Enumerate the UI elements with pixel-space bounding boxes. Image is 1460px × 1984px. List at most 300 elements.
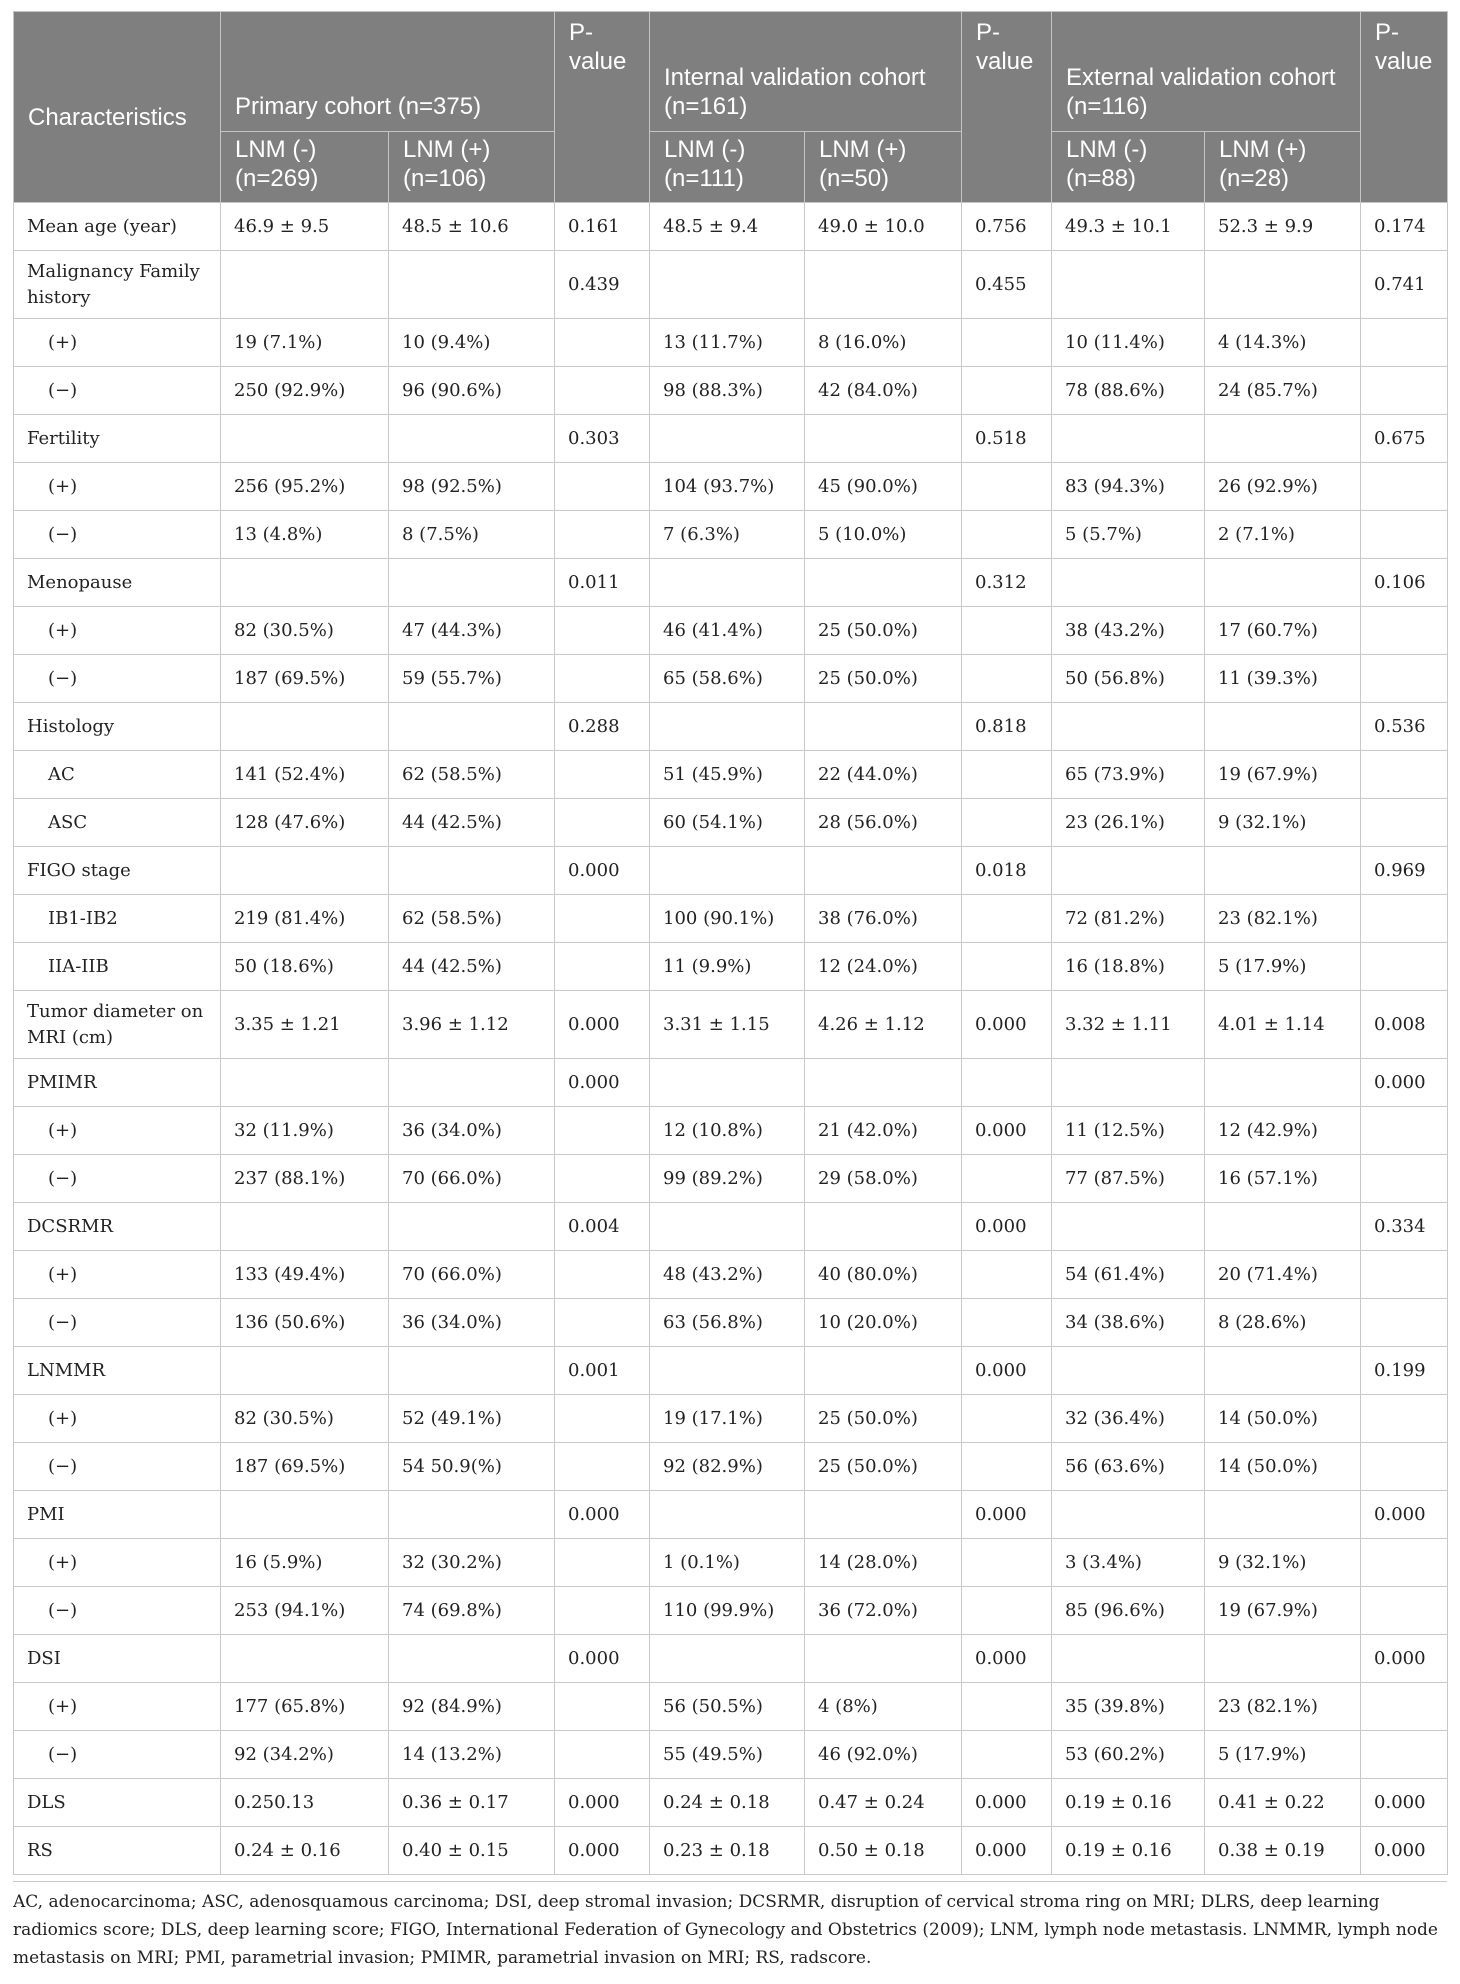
table-cell: 0.50 ± 0.18: [805, 1827, 962, 1875]
table-cell: 0.000: [1361, 1059, 1448, 1107]
table-cell: 11 (9.9%): [650, 943, 805, 991]
table-cell: [555, 799, 650, 847]
table-cell: [389, 847, 555, 895]
table-cell: 4 (8%): [805, 1683, 962, 1731]
table-cell: 0.000: [962, 1107, 1052, 1155]
table-cell: [805, 1491, 962, 1539]
table-cell: [555, 1251, 650, 1299]
table-cell: [1361, 1587, 1448, 1635]
table-cell: [962, 1395, 1052, 1443]
table-cell: [1361, 943, 1448, 991]
table-row: [14, 991, 1448, 1059]
table-cell: [1361, 511, 1448, 559]
row-label: (−): [14, 1587, 221, 1635]
table-cell: [555, 367, 650, 415]
table-cell: 0.19 ± 0.16: [1052, 1827, 1205, 1875]
table-cell: [221, 1635, 389, 1683]
table-row: [14, 703, 1448, 751]
table-cell: 10 (20.0%): [805, 1299, 962, 1347]
table-row: [14, 1251, 1448, 1299]
table-cell: 55 (49.5%): [650, 1731, 805, 1779]
table-cell: [805, 703, 962, 751]
row-label: Mean age (year): [14, 203, 221, 251]
table-cell: [1361, 1251, 1448, 1299]
table-cell: 44 (42.5%): [389, 943, 555, 991]
table-cell: [389, 703, 555, 751]
table-cell: [389, 1491, 555, 1539]
table-cell: 0.000: [555, 1059, 650, 1107]
table-cell: [555, 1731, 650, 1779]
table-cell: 0.36 ± 0.17: [389, 1779, 555, 1827]
table-cell: 49.0 ± 10.0: [805, 203, 962, 251]
table-cell: [962, 1155, 1052, 1203]
table-cell: [555, 655, 650, 703]
table-row: [14, 1203, 1448, 1251]
table-cell: [650, 251, 805, 319]
table-cell: 63 (56.8%): [650, 1299, 805, 1347]
table-cell: 0.24 ± 0.16: [221, 1827, 389, 1875]
table-cell: 12 (42.9%): [1205, 1107, 1361, 1155]
table-cell: [1052, 251, 1205, 319]
table-cell: [962, 799, 1052, 847]
table-cell: 92 (34.2%): [221, 1731, 389, 1779]
table-cell: [555, 1539, 650, 1587]
table-cell: [962, 1683, 1052, 1731]
table-cell: [1052, 1059, 1205, 1107]
table-cell: [962, 607, 1052, 655]
table-cell: 96 (90.6%): [389, 367, 555, 415]
table-cell: 0.000: [1361, 1779, 1448, 1827]
table-row: [14, 511, 1448, 559]
table-cell: [1052, 415, 1205, 463]
table-cell: [650, 559, 805, 607]
table-cell: 99 (89.2%): [650, 1155, 805, 1203]
table-cell: 0.000: [555, 991, 650, 1059]
table-cell: 0.19 ± 0.16: [1052, 1779, 1205, 1827]
table-cell: 36 (34.0%): [389, 1107, 555, 1155]
table-cell: [1361, 1539, 1448, 1587]
table-cell: 5 (5.7%): [1052, 511, 1205, 559]
row-label: (−): [14, 655, 221, 703]
row-label: PMIMR: [14, 1059, 221, 1107]
table-row: [14, 1779, 1448, 1827]
row-label: (−): [14, 511, 221, 559]
table-cell: [650, 847, 805, 895]
table-cell: [555, 1683, 650, 1731]
table-cell: [1361, 895, 1448, 943]
table-cell: 0.000: [555, 1827, 650, 1875]
table-cell: 54 50.9(%): [389, 1443, 555, 1491]
table-cell: 2 (7.1%): [1205, 511, 1361, 559]
table-cell: 19 (67.9%): [1205, 1587, 1361, 1635]
table-cell: 48.5 ± 10.6: [389, 203, 555, 251]
table-cell: [1052, 703, 1205, 751]
row-label: DLS: [14, 1779, 221, 1827]
table-cell: [221, 1491, 389, 1539]
row-label: PMI: [14, 1491, 221, 1539]
table-row: [14, 559, 1448, 607]
table-cell: [805, 251, 962, 319]
table-cell: [221, 703, 389, 751]
table-cell: 0.018: [962, 847, 1052, 895]
table-cell: 14 (13.2%): [389, 1731, 555, 1779]
table-cell: 42 (84.0%): [805, 367, 962, 415]
header-primary-cohort: Primary cohort (n=375): [221, 12, 555, 132]
table-cell: 17 (60.7%): [1205, 607, 1361, 655]
table-cell: 10 (9.4%): [389, 319, 555, 367]
characteristics-table: [13, 11, 1448, 1875]
table-cell: 100 (90.1%): [650, 895, 805, 943]
table-cell: 26 (92.9%): [1205, 463, 1361, 511]
table-cell: 256 (95.2%): [221, 463, 389, 511]
table-cell: 0.000: [962, 1347, 1052, 1395]
table-cell: 0.818: [962, 703, 1052, 751]
table-cell: [805, 1203, 962, 1251]
table-cell: [1361, 367, 1448, 415]
table-cell: 8 (28.6%): [1205, 1299, 1361, 1347]
row-label: ASC: [14, 799, 221, 847]
table-cell: 23 (82.1%): [1205, 895, 1361, 943]
table-cell: [1361, 1683, 1448, 1731]
table-cell: 0.439: [555, 251, 650, 319]
table-cell: [1361, 1155, 1448, 1203]
table-cell: [1205, 1635, 1361, 1683]
row-label: (+): [14, 607, 221, 655]
table-cell: 20 (71.4%): [1205, 1251, 1361, 1299]
table-cell: [962, 1731, 1052, 1779]
row-label: DCSRMR: [14, 1203, 221, 1251]
table-cell: 29 (58.0%): [805, 1155, 962, 1203]
table-cell: 54 (61.4%): [1052, 1251, 1205, 1299]
table-cell: 141 (52.4%): [221, 751, 389, 799]
table-cell: [962, 367, 1052, 415]
row-label: Histology: [14, 703, 221, 751]
table-row: [14, 1299, 1448, 1347]
row-label: (+): [14, 1395, 221, 1443]
table-cell: 0.312: [962, 559, 1052, 607]
table-row: [14, 1443, 1448, 1491]
table-cell: [555, 511, 650, 559]
table-row: [14, 1827, 1448, 1875]
table-cell: 19 (67.9%): [1205, 751, 1361, 799]
table-cell: 0.536: [1361, 703, 1448, 751]
table-cell: 4.01 ± 1.14: [1205, 991, 1361, 1059]
table-cell: [650, 1059, 805, 1107]
table-row: [14, 1059, 1448, 1107]
table-cell: 22 (44.0%): [805, 751, 962, 799]
table-cell: [389, 1203, 555, 1251]
table-cell: [555, 1587, 650, 1635]
table-cell: [1205, 1059, 1361, 1107]
table-cell: 35 (39.8%): [1052, 1683, 1205, 1731]
table-cell: 5 (17.9%): [1205, 1731, 1361, 1779]
row-label: (+): [14, 1107, 221, 1155]
row-label: (+): [14, 1539, 221, 1587]
table-cell: [962, 1059, 1052, 1107]
table-cell: 187 (69.5%): [221, 655, 389, 703]
table-cell: 0.24 ± 0.18: [650, 1779, 805, 1827]
table-cell: 0.000: [962, 1827, 1052, 1875]
table-cell: 52 (49.1%): [389, 1395, 555, 1443]
table-cell: 46 (41.4%): [650, 607, 805, 655]
table-cell: 7 (6.3%): [650, 511, 805, 559]
table-cell: 14 (50.0%): [1205, 1443, 1361, 1491]
table-cell: 47 (44.3%): [389, 607, 555, 655]
table-cell: 16 (57.1%): [1205, 1155, 1361, 1203]
table-cell: 0.106: [1361, 559, 1448, 607]
row-label: DSI: [14, 1635, 221, 1683]
table-cell: 14 (28.0%): [805, 1539, 962, 1587]
table-cell: 83 (94.3%): [1052, 463, 1205, 511]
table-cell: 0.000: [555, 847, 650, 895]
table-cell: [221, 1059, 389, 1107]
table-cell: 219 (81.4%): [221, 895, 389, 943]
table-cell: 11 (39.3%): [1205, 655, 1361, 703]
table-cell: 19 (17.1%): [650, 1395, 805, 1443]
table-row: [14, 1107, 1448, 1155]
table-cell: [650, 415, 805, 463]
table-cell: [389, 559, 555, 607]
table-row: [14, 415, 1448, 463]
table-cell: 45 (90.0%): [805, 463, 962, 511]
table-cell: 38 (76.0%): [805, 895, 962, 943]
table-cell: 136 (50.6%): [221, 1299, 389, 1347]
table-cell: 62 (58.5%): [389, 751, 555, 799]
table-cell: 10 (11.4%): [1052, 319, 1205, 367]
table-row: [14, 1347, 1448, 1395]
table-cell: [1361, 655, 1448, 703]
table-cell: 0.000: [962, 991, 1052, 1059]
table-cell: 52.3 ± 9.9: [1205, 203, 1361, 251]
table-cell: 51 (45.9%): [650, 751, 805, 799]
table-cell: 19 (7.1%): [221, 319, 389, 367]
table-cell: 98 (88.3%): [650, 367, 805, 415]
table-cell: 65 (58.6%): [650, 655, 805, 703]
table-cell: 77 (87.5%): [1052, 1155, 1205, 1203]
row-label: (−): [14, 1443, 221, 1491]
table-cell: 72 (81.2%): [1052, 895, 1205, 943]
table-cell: 36 (34.0%): [389, 1299, 555, 1347]
table-cell: [1205, 1491, 1361, 1539]
table-cell: [1361, 1299, 1448, 1347]
table-cell: [1361, 1443, 1448, 1491]
table-cell: [555, 943, 650, 991]
table-cell: [1052, 847, 1205, 895]
table-cell: 40 (80.0%): [805, 1251, 962, 1299]
table-cell: [389, 1635, 555, 1683]
table-cell: [555, 751, 650, 799]
table-cell: 253 (94.1%): [221, 1587, 389, 1635]
table-row: [14, 655, 1448, 703]
table-cell: 0.334: [1361, 1203, 1448, 1251]
table-cell: 5 (10.0%): [805, 511, 962, 559]
table-cell: 3 (3.4%): [1052, 1539, 1205, 1587]
header-p-value-primary: P-value: [555, 12, 650, 203]
table-cell: 0.000: [962, 1635, 1052, 1683]
table-body: [14, 203, 1448, 1875]
table-cell: 56 (63.6%): [1052, 1443, 1205, 1491]
table-cell: 25 (50.0%): [805, 607, 962, 655]
header-internal-lnm-pos: LNM (+) (n=50): [805, 132, 962, 203]
table-cell: 25 (50.0%): [805, 655, 962, 703]
table-cell: 250 (92.9%): [221, 367, 389, 415]
table-cell: 50 (56.8%): [1052, 655, 1205, 703]
table-cell: 32 (36.4%): [1052, 1395, 1205, 1443]
table-cell: [221, 1347, 389, 1395]
table-row: [14, 319, 1448, 367]
table-cell: 32 (11.9%): [221, 1107, 389, 1155]
table-cell: [962, 1299, 1052, 1347]
table-cell: 1 (0.1%): [650, 1539, 805, 1587]
header-p-value-internal: P-value: [962, 12, 1052, 203]
table-cell: [221, 1203, 389, 1251]
table-cell: [962, 463, 1052, 511]
table-cell: 133 (49.4%): [221, 1251, 389, 1299]
table-row: [14, 1587, 1448, 1635]
table-cell: 0.41 ± 0.22: [1205, 1779, 1361, 1827]
table-cell: [1052, 1347, 1205, 1395]
table-cell: 23 (82.1%): [1205, 1683, 1361, 1731]
table-cell: [1361, 1395, 1448, 1443]
table-cell: 0.741: [1361, 251, 1448, 319]
row-label: LNMMR: [14, 1347, 221, 1395]
table-row: [14, 463, 1448, 511]
table-cell: 74 (69.8%): [389, 1587, 555, 1635]
table-cell: 0.38 ± 0.19: [1205, 1827, 1361, 1875]
table-cell: 56 (50.5%): [650, 1683, 805, 1731]
table-cell: [805, 1635, 962, 1683]
table-cell: 4.26 ± 1.12: [805, 991, 962, 1059]
table-row: [14, 1491, 1448, 1539]
header-internal-cohort: Internal validation cohort (n=161): [650, 12, 962, 132]
table-cell: [1205, 1347, 1361, 1395]
table-cell: [1361, 1731, 1448, 1779]
table-cell: [1205, 559, 1361, 607]
table-cell: 85 (96.6%): [1052, 1587, 1205, 1635]
table-cell: [1205, 415, 1361, 463]
table-cell: 92 (84.9%): [389, 1683, 555, 1731]
table-cell: 0.000: [962, 1779, 1052, 1827]
table-cell: 48.5 ± 9.4: [650, 203, 805, 251]
table-cell: [1205, 703, 1361, 751]
table-row: [14, 1395, 1448, 1443]
table-cell: [389, 1347, 555, 1395]
table-cell: 50 (18.6%): [221, 943, 389, 991]
table-cell: [650, 1635, 805, 1683]
table-cell: 65 (73.9%): [1052, 751, 1205, 799]
table-cell: [389, 251, 555, 319]
table-cell: [805, 847, 962, 895]
table-cell: 104 (93.7%): [650, 463, 805, 511]
table-cell: 0.199: [1361, 1347, 1448, 1395]
table-cell: [555, 1395, 650, 1443]
table-cell: [1361, 319, 1448, 367]
table-cell: 59 (55.7%): [389, 655, 555, 703]
table-cell: 49.3 ± 10.1: [1052, 203, 1205, 251]
table-cell: [805, 415, 962, 463]
table-cell: 0.000: [555, 1779, 650, 1827]
table-cell: 48 (43.2%): [650, 1251, 805, 1299]
row-label: IB1-IB2: [14, 895, 221, 943]
table-cell: [1205, 847, 1361, 895]
row-label: FIGO stage: [14, 847, 221, 895]
table-cell: 0.756: [962, 203, 1052, 251]
table-cell: [962, 1251, 1052, 1299]
table-cell: 38 (43.2%): [1052, 607, 1205, 655]
row-label: (+): [14, 1251, 221, 1299]
table-cell: [221, 251, 389, 319]
table-cell: 0.455: [962, 251, 1052, 319]
row-label: Malignancy Family history: [14, 251, 221, 319]
table-cell: 0.000: [555, 1491, 650, 1539]
table-cell: 0.000: [555, 1635, 650, 1683]
table-cell: 28 (56.0%): [805, 799, 962, 847]
table-cell: [962, 655, 1052, 703]
table-cell: [221, 847, 389, 895]
table-cell: [1205, 1203, 1361, 1251]
table-cell: 14 (50.0%): [1205, 1395, 1361, 1443]
row-label: (+): [14, 319, 221, 367]
table-cell: [1052, 1635, 1205, 1683]
table-cell: 0.40 ± 0.15: [389, 1827, 555, 1875]
table-row: [14, 1731, 1448, 1779]
table-cell: [962, 1587, 1052, 1635]
row-label: AC: [14, 751, 221, 799]
table-cell: 8 (7.5%): [389, 511, 555, 559]
table-cell: [962, 943, 1052, 991]
table-cell: [555, 607, 650, 655]
table-cell: [962, 319, 1052, 367]
table-cell: [555, 1299, 650, 1347]
header-external-lnm-pos: LNM (+) (n=28): [1205, 132, 1361, 203]
row-label: RS: [14, 1827, 221, 1875]
table-row: [14, 607, 1448, 655]
row-label: (+): [14, 463, 221, 511]
table-cell: 128 (47.6%): [221, 799, 389, 847]
table-cell: 0.000: [1361, 1491, 1448, 1539]
table-cell: 82 (30.5%): [221, 607, 389, 655]
table-cell: [650, 1203, 805, 1251]
table-cell: [1052, 1491, 1205, 1539]
table-cell: 0.008: [1361, 991, 1448, 1059]
table-cell: 70 (66.0%): [389, 1251, 555, 1299]
row-label: Fertility: [14, 415, 221, 463]
table-cell: 24 (85.7%): [1205, 367, 1361, 415]
table-row: [14, 1155, 1448, 1203]
table-cell: 0.303: [555, 415, 650, 463]
header-external-lnm-neg: LNM (-) (n=88): [1052, 132, 1205, 203]
table-row: [14, 847, 1448, 895]
table-cell: 12 (10.8%): [650, 1107, 805, 1155]
table-cell: 177 (65.8%): [221, 1683, 389, 1731]
table-cell: [1361, 751, 1448, 799]
table-cell: 21 (42.0%): [805, 1107, 962, 1155]
table-cell: 0.004: [555, 1203, 650, 1251]
table-cell: 0.000: [1361, 1635, 1448, 1683]
header-primary-lnm-neg: LNM (-) (n=269): [221, 132, 389, 203]
table-cell: 0.288: [555, 703, 650, 751]
table-cell: [389, 1059, 555, 1107]
row-label: IIA-IIB: [14, 943, 221, 991]
table-cell: [962, 895, 1052, 943]
table-cell: [555, 463, 650, 511]
table-row: [14, 799, 1448, 847]
table-cell: 46 (92.0%): [805, 1731, 962, 1779]
table-cell: 0.518: [962, 415, 1052, 463]
table-cell: 12 (24.0%): [805, 943, 962, 991]
table-cell: 92 (82.9%): [650, 1443, 805, 1491]
table-cell: 25 (50.0%): [805, 1443, 962, 1491]
